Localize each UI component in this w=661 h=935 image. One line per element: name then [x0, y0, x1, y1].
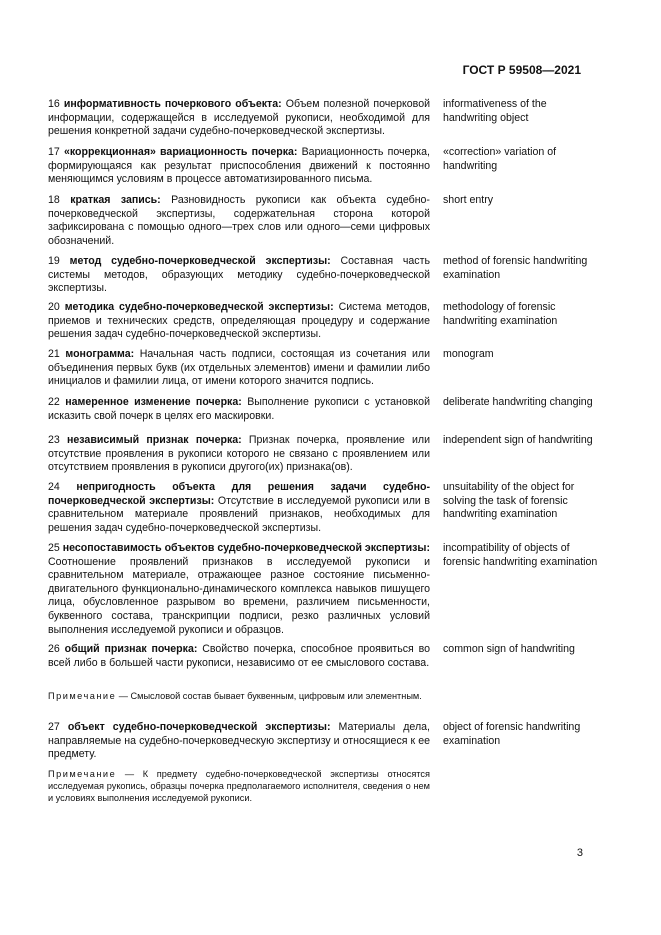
entry-number: 21 — [48, 348, 60, 360]
term-entry-21 — [48, 348, 430, 389]
entry-number: 16 — [48, 98, 60, 110]
entry-number: 17 — [48, 146, 60, 158]
entry-number: 24 — [48, 481, 60, 493]
standard-designation: ГОСТ Р 59508—2021 — [462, 63, 581, 77]
entry-number: 22 — [48, 396, 60, 408]
term-definition: Материалы дела, направляемые на судебно-почерковедческую экспертизу и относящиеся к ее предмету. — [48, 721, 430, 761]
term-entry-17 — [48, 146, 430, 187]
term-name: общий признак почерка: — [64, 643, 198, 655]
english-equivalent-19: method of forensic handwriting examination — [443, 255, 588, 281]
term-entry-16 — [48, 98, 430, 139]
english-equivalent-24: unsuitability of the object for solving the task of forensic handwriting examination — [443, 481, 575, 521]
term-name: «коррекционная» вариационность почерка: — [63, 146, 298, 158]
term-entry-23 — [48, 434, 430, 475]
term-name: независимый признак почерка: — [67, 434, 242, 446]
term-definition: Отсутствие в исследуемой рукописи или в сравнительном материале проявлений признаков, необходимых для решения задач судебно-почерковедческой экспертизы. — [48, 494, 430, 534]
entry-number: 20 — [48, 301, 60, 313]
term-name: непригодность объекта для решения задачи судебно-почерковедческой экспертизы: — [48, 481, 430, 507]
term-entry-24 — [48, 481, 430, 535]
term-definition: Начальная часть подписи, состоящая из сочетания или объединения первых букв (их отдельных элементов) имени и фамилии либо инициалов и фамилии лица, от имени которого значится подпись. — [48, 348, 430, 388]
term-name: намеренное изменение почерка: — [65, 396, 242, 408]
term-definition: Разновидность рукописи как объекта судебно-почерковедческой экспертизы, содержательная сторона которой зафиксирована с помощью одного—трех слов или одного—семи цифровых обозначений. — [48, 194, 430, 247]
term-entry-26 — [48, 643, 430, 670]
term-definition: Вариационность почерка, формирующаяся как результат приспособления движений к постоянно меняющимся условиям в процессе автоматизированного письма. — [48, 146, 430, 186]
term-name: монограмма: — [65, 348, 135, 360]
term-entry-25 — [48, 542, 430, 637]
term-definition: Объем полезной почерковой информации, содержащейся в исследуемой рукописи, необходимой для решения конкретной задачи судебно-почерковедческой экспертизы. — [48, 98, 431, 138]
english-equivalent-16: informativeness of the handwriting object — [443, 98, 547, 124]
english-equivalent-22: deliberate handwriting changing — [443, 396, 593, 408]
entry-number: 26 — [48, 643, 60, 655]
page-number: 3 — [576, 847, 583, 859]
note-26 — [48, 690, 430, 702]
note-label: Примечание — [48, 691, 117, 701]
term-definition: Составная часть системы методов, образующих методику судебно-почерковедческой экспертизы. — [48, 255, 430, 295]
term-entry-19 — [48, 255, 430, 296]
term-definition: Соотношение проявлений признаков в исследуемой рукописи и сравнительном материале, отражающее разное состояние письменно-двигательного функционально-динамического комплекса навыков пишущего лица, обусловленное разрывом во времени, различием письменности, буквенного состава, транскрипции подписи, резко различных условий выполнения исследуемой рукописи и образцов. — [48, 555, 430, 636]
note-text: — Смысловой состав бывает буквенным, цифровым или элементным. — [118, 691, 422, 701]
term-name: объект судебно-почерковедческой экспертизы: — [67, 721, 331, 733]
note-text: — К предмету судебно-почерковедческой экспертизы относятся исследуемая рукопись, образцы почерка предполагаемого исполнителя, сведения о нем и условиях выполнения исследуемой рукописи. — [48, 769, 430, 803]
term-name: несопоставимость объектов судебно-почерковедческой экспертизы: — [62, 542, 431, 554]
entry-number: 18 — [48, 194, 60, 206]
entry-number: 23 — [48, 434, 60, 446]
entry-number: 25 — [48, 542, 60, 554]
english-equivalent-27: object of forensic handwriting examination — [443, 721, 581, 747]
term-definition: Признак почерка, проявление или отсутствие проявления в рукописи которого не связано с проявлением или отсутствием проявления в рукописи другого(их) признака(ов). — [48, 434, 430, 474]
note-label: Примечание — [48, 769, 117, 779]
term-entry-20 — [48, 301, 430, 342]
english-equivalent-17: «correction» variation of handwriting — [443, 146, 557, 172]
note-27 — [48, 768, 430, 804]
term-name: краткая запись: — [70, 194, 161, 206]
term-definition: Система методов, приемов и технических средств, определяющая процедуру и содержание решения задач судебно-почерковедческой экспертизы. — [48, 301, 430, 341]
english-equivalent-23: independent sign of handwriting — [443, 434, 593, 446]
english-equivalent-26: common sign of handwriting — [443, 643, 575, 655]
entry-number: 19 — [48, 255, 60, 267]
english-equivalent-20: methodology of forensic handwriting examination — [443, 301, 558, 327]
english-equivalent-25: incompatibility of objects of forensic handwriting examination — [443, 542, 598, 568]
entry-number: 27 — [48, 721, 60, 733]
english-equivalent-18: short entry — [443, 194, 494, 206]
term-entry-18 — [48, 194, 430, 248]
english-equivalent-21: monogram — [443, 348, 494, 360]
term-entry-27 — [48, 721, 430, 762]
term-name: методика судебно-почерковедческой экспертизы: — [64, 301, 334, 313]
term-name: информативность почеркового объекта: — [63, 98, 282, 110]
term-name: метод судебно-почерковедческой экспертизы: — [69, 255, 331, 267]
term-definition: Свойство почерка, способное проявиться во всей либо в большей части рукописи, независимо от ее смыслового состава. — [48, 643, 431, 669]
term-definition: Выполнение рукописи с установкой исказить свой почерк в целях его маскировки. — [48, 396, 430, 422]
term-entry-22 — [48, 396, 430, 423]
